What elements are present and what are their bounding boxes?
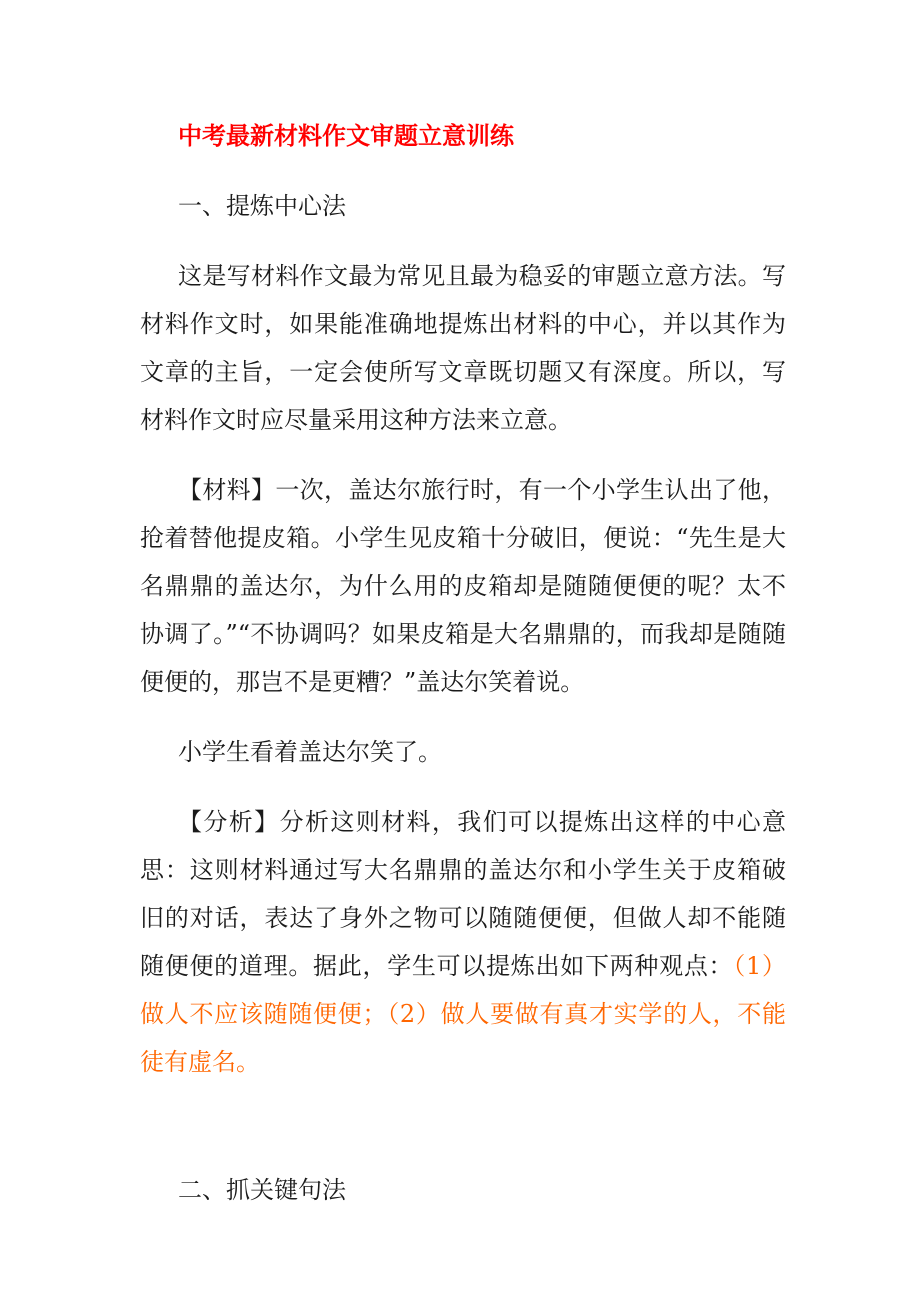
material-paragraph: 【材料】一次，盖达尔旅行时，有一个小学生认出了他，抢着替他提皮箱。小学生见皮箱十分破旧，便说：“先生是大名鼎鼎的盖达尔，为什么用的皮箱却是随随便便的呢？太不协调了。”“不协调吗？如果皮箱是大名鼎鼎的，而我却是随随便便的，那岂不是更糟？”盖达尔笑着说。 [140, 476, 786, 696]
section-spacer [140, 1108, 786, 1166]
section-heading-2: 二、抓关键句法 [178, 1176, 346, 1204]
document-body [140, 112, 786, 1236]
analysis-text: 【分析】分析这则材料，我们可以提炼出这样的中心意思：这则材料通过写大名鼎鼎的盖达尔和小学生关于皮箱破旧的对话，表达了身外之物可以随随便便，但做人却不能随随便便的道理。据此，学生可以提炼出如下两种观点： [140, 808, 786, 980]
document-title: 中考最新材料作文审题立意训练 [178, 121, 514, 150]
student-line: 小学生看着盖达尔笑了。 [178, 738, 442, 766]
intro-paragraph: 这是写材料作文最为常见且最为稳妥的审题立意方法。写材料作文时，如果能准确地提炼出材料的中心，并以其作为文章的主旨，一定会使所写文章既切题又有深度。所以，写材料作文时应尽量采用这种方法来立意。 [140, 262, 786, 434]
analysis-paragraph [140, 798, 786, 1086]
section-heading-1: 一、提炼中心法 [178, 192, 346, 220]
analysis-highlight: （1）做人不应该随随便便；（2）做人要做有真才实学的人，不能徒有虚名。 [140, 952, 786, 1076]
